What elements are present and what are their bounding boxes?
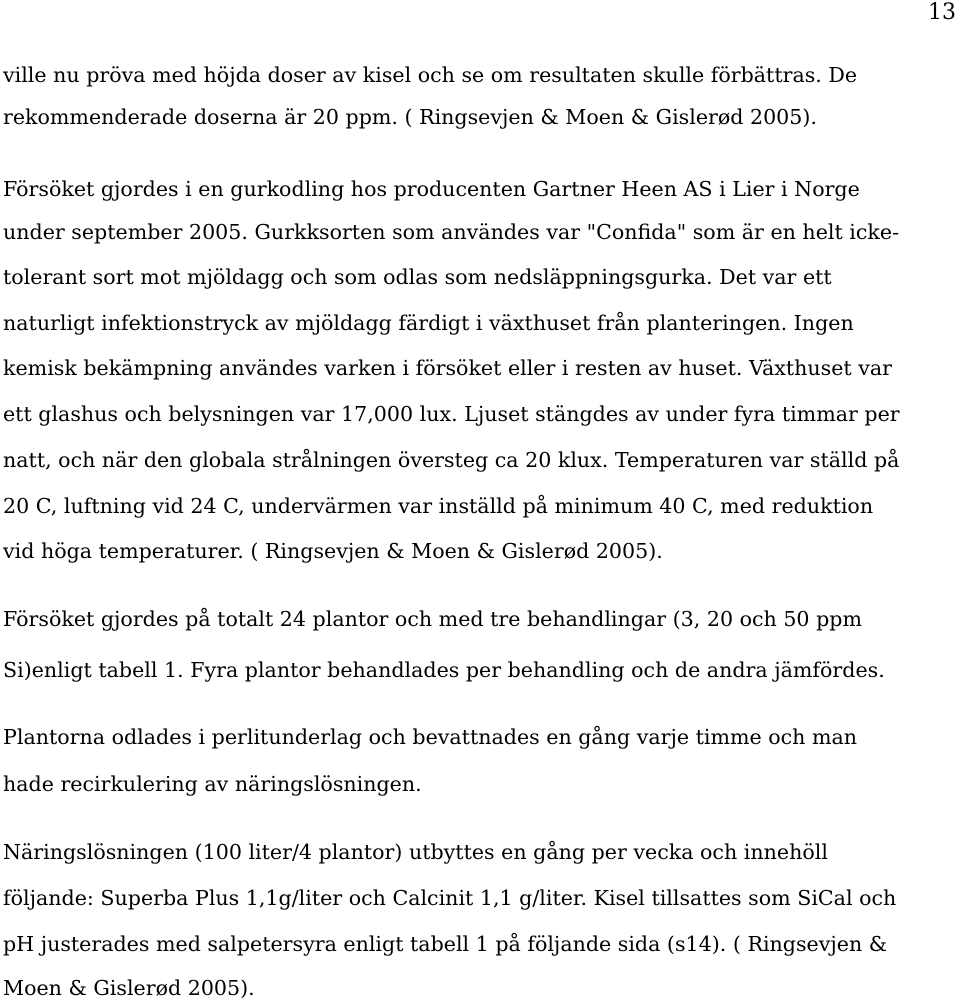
page-number: 13 <box>928 0 956 25</box>
text-line: vid höga temperaturer. ( Ringsevjen & Moen & Gislerød 2005). <box>3 539 663 563</box>
text-line: Moen & Gislerød 2005). <box>3 976 255 1000</box>
text-line: Plantorna odlades i perlitunderlag och bevattnades en gång varje timme och man <box>3 725 858 749</box>
text-line: Näringslösningen (100 liter/4 plantor) utbyttes en gång per vecka och innehöll <box>3 840 828 864</box>
text-line: Försöket gjordes på totalt 24 plantor och med tre behandlingar (3, 20 och 50 ppm <box>3 607 862 631</box>
text-line: under september 2005. Gurkksorten som användes var "Confida" som är en helt icke- <box>3 220 900 244</box>
text-line: hade recirkulering av näringslösningen. <box>3 772 422 796</box>
text-line: pH justerades med salpetersyra enligt tabell 1 på följande sida (s14). ( Ringsevjen & <box>3 932 888 956</box>
text-line: tolerant sort mot mjöldagg och som odlas som nedsläppningsgurka. Det var ett <box>3 265 832 289</box>
text-line: ett glashus och belysningen var 17,000 lux. Ljuset stängdes av under fyra timmar per <box>3 402 900 426</box>
text-line: Si)enligt tabell 1. Fyra plantor behandlades per behandling och de andra jämfördes. <box>3 658 885 682</box>
text-line: kemisk bekämpning användes varken i försöket eller i resten av huset. Växthuset var <box>3 356 892 380</box>
text-line: följande: Superba Plus 1,1g/liter och Calcinit 1,1 g/liter. Kisel tillsattes som SiCal och <box>3 886 897 910</box>
text-line: 20 C, luftning vid 24 C, undervärmen var inställd på minimum 40 C, med reduktion <box>3 494 874 518</box>
text-line: naturligt infektionstryck av mjöldagg färdigt i växthuset från planteringen. Ingen <box>3 311 854 335</box>
text-line: Försöket gjordes i en gurkodling hos producenten Gartner Heen AS i Lier i Norge <box>3 177 860 201</box>
text-line: ville nu pröva med höjda doser av kisel och se om resultaten skulle förbättras. De <box>3 63 858 87</box>
text-line: rekommenderade doserna är 20 ppm. ( Ringsevjen & Moen & Gislerød 2005). <box>3 105 817 129</box>
text-line: natt, och när den globala strålningen översteg ca 20 klux. Temperaturen var ställd på <box>3 448 900 472</box>
